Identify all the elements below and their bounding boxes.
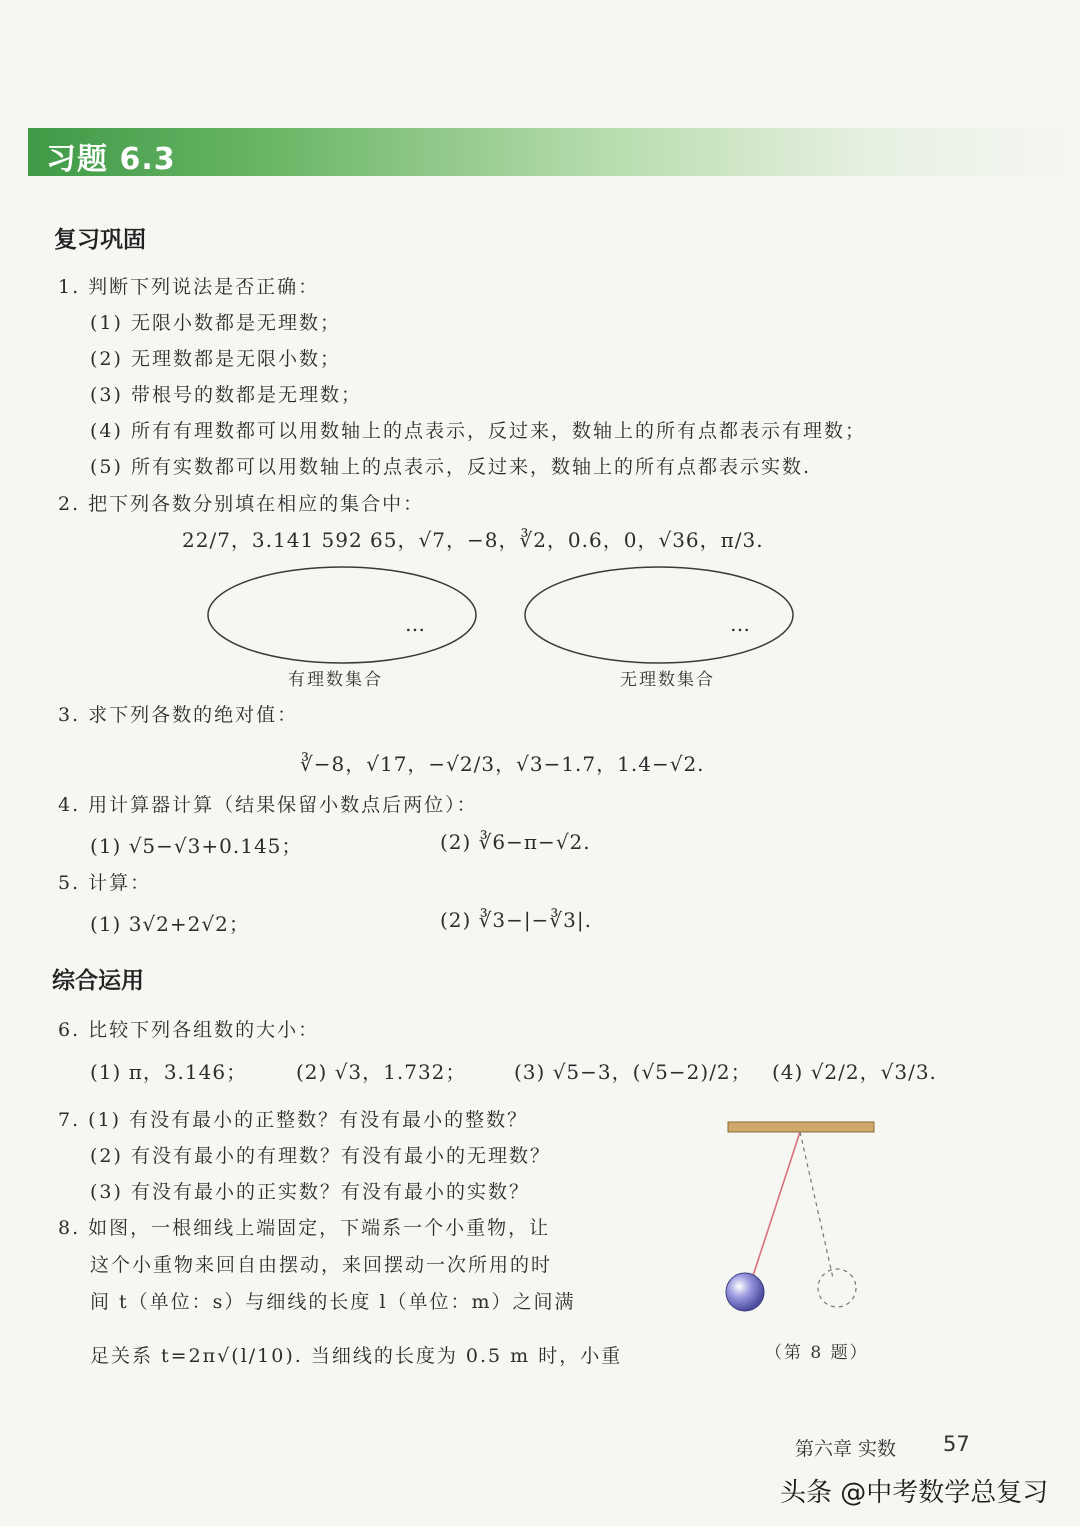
q8-line-1: 8. 如图，一根细线上端固定，下端系一个小重物，让 [58, 1217, 551, 1239]
section-heading-apply: 综合运用 [52, 968, 144, 994]
q5-part-2: (2) ∛3−|−∛3|. [440, 908, 592, 932]
q8-line-2: 这个小重物来回自由摆动，来回摆动一次所用的时 [90, 1254, 553, 1276]
q1-item-3: (3) 带根号的数都是无理数； [90, 384, 362, 406]
q3-stem: 3. 求下列各数的绝对值： [58, 704, 299, 726]
q7-part-2: (2) 有没有最小的有理数？有没有最小的无理数？ [90, 1145, 551, 1167]
exercise-title: 习题 6.3 [46, 142, 176, 177]
q7-part-1: 7. (1) 有没有最小的正整数？有没有最小的整数？ [58, 1109, 529, 1131]
figure-caption: （第 8 题） [765, 1343, 869, 1363]
rational-set-label: 有理数集合 [288, 670, 383, 690]
q7-part-3: (3) 有没有最小的正实数？有没有最小的实数？ [90, 1181, 530, 1203]
irrational-set-label: 无理数集合 [620, 670, 715, 690]
q3-expression: ∛−8，√17，−√2/3，√3−1.7，1.4−√2. [300, 752, 705, 776]
q1-item-1: (1) 无限小数都是无理数； [90, 312, 341, 334]
pendulum-ball-dashed [818, 1269, 856, 1307]
q5-part-1: (1) 3√2+2√2； [90, 912, 250, 936]
rational-set-ellipsis: … [405, 612, 426, 636]
q4-stem: 4. 用计算器计算（结果保留小数点后两位）： [58, 794, 478, 816]
q1-item-4: (4) 所有有理数都可以用数轴上的点表示，反过来，数轴上的所有点都表示有理数； [90, 420, 866, 442]
section-heading-review: 复习巩固 [54, 227, 146, 253]
q1-item-5: (5) 所有实数都可以用数轴上的点表示，反过来，数轴上的所有点都表示实数. [90, 456, 811, 478]
q1-stem: 1. 判断下列说法是否正确： [58, 276, 320, 298]
pendulum-string [750, 1132, 800, 1285]
q1-item-2: (2) 无理数都是无限小数； [90, 348, 341, 370]
rational-set-ellipse [208, 567, 476, 663]
chapter-footer: 第六章 实数 [795, 1438, 897, 1460]
irrational-set-ellipse [525, 567, 793, 663]
q6-part-2: (2) √3，1.732； [296, 1060, 467, 1084]
watermark-text: 头条 @中考数学总复习 [780, 1478, 1049, 1508]
pendulum-string-dashed [800, 1132, 833, 1278]
q2-number-list: 22/7，3.141 592 65，√7，−8，∛2，0.6，0，√36，π/3. [182, 528, 764, 552]
irrational-set-ellipsis: … [730, 612, 751, 636]
pendulum-support-bar [728, 1122, 874, 1132]
q6-part-1: (1) π，3.146； [90, 1060, 248, 1084]
set-ellipses [0, 0, 1080, 700]
q8-line-4: 足关系 t=2π√(l/10). 当细线的长度为 0.5 m 时，小重 [90, 1345, 623, 1367]
q4-part-2: (2) ∛6−π−√2. [440, 830, 591, 854]
q4-part-1: (1) √5−√3+0.145； [90, 834, 303, 858]
q8-line-3: 间 t（单位：s）与细线的长度 l（单位：m）之间满 [90, 1291, 576, 1313]
q6-stem: 6. 比较下列各组数的大小： [58, 1019, 320, 1041]
q5-stem: 5. 计算： [58, 872, 152, 894]
q2-stem: 2. 把下列各数分别填在相应的集合中： [58, 493, 425, 515]
page-number: 57 [943, 1432, 970, 1456]
q6-part-4: (4) √2/2，√3/3. [772, 1060, 937, 1084]
pendulum-ball [726, 1273, 764, 1311]
pendulum-figure [700, 1110, 900, 1330]
q6-part-3: (3) √5−3，(√5−2)/2； [514, 1060, 752, 1084]
